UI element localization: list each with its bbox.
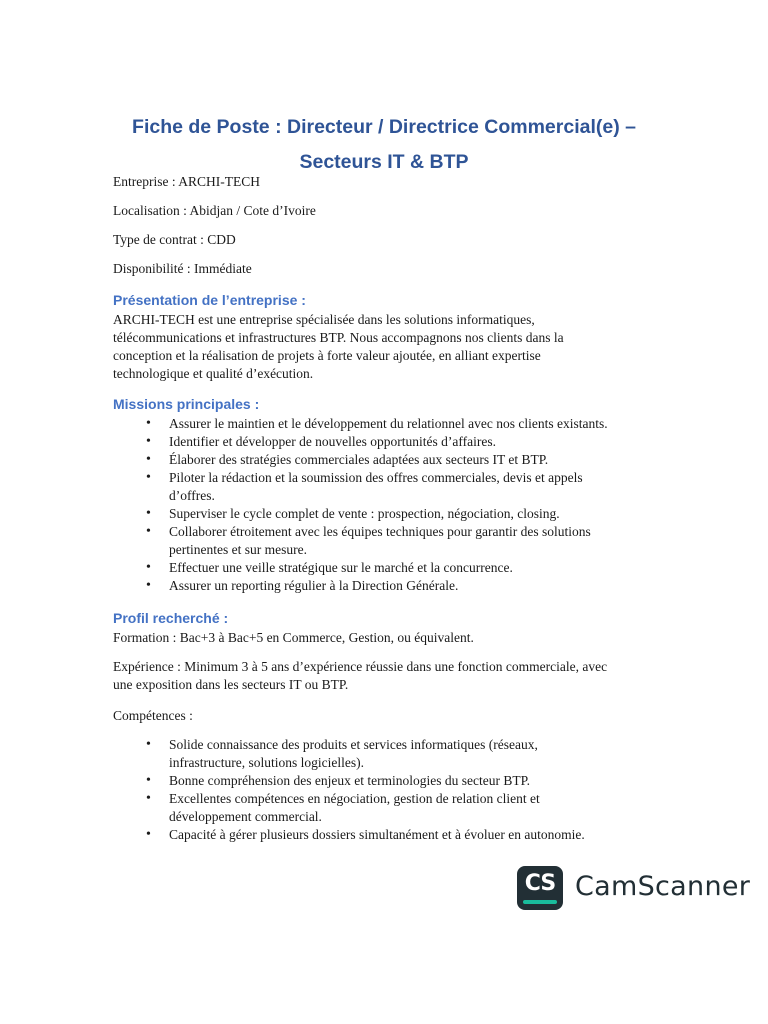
list-item-text: • Assurer un reporting régulier à la Direction Générale. (169, 578, 459, 593)
competences-list (113, 736, 658, 844)
competences-label: Compétences : (113, 708, 193, 723)
list-item-text: • Bonne compréhension des enjeux et terminologies du secteur BTP. (169, 773, 531, 788)
list-item-text: d’offres. (169, 488, 215, 503)
list-item (113, 469, 658, 505)
section-heading-profil: Profil recherché : (113, 610, 229, 626)
list-item-text: pertinentes et sur mesure. (169, 542, 307, 557)
paragraph-line: télécommunications et infrastructures BTP. Nous accompagnons nos clients dans la (113, 330, 564, 345)
list-item-text: • Identifier et développer de nouvelles opportunités d’affaires. (169, 434, 497, 449)
presentation-paragraph (113, 311, 658, 383)
list-item (113, 415, 658, 433)
logo-text: CS (524, 871, 556, 896)
paragraph-line: ARCHI-TECH est une entreprise spécialisée dans les solutions informatiques, (113, 312, 535, 327)
section-heading-presentation: Présentation de l’entreprise : (113, 292, 306, 308)
list-item (113, 790, 658, 826)
paragraph-line: une exposition dans les secteurs IT ou BTP. (113, 677, 349, 692)
list-item (113, 505, 658, 523)
list-item-text: infrastructure, solutions logicielles). (169, 755, 364, 770)
contract-type-field: Type de contrat : CDD (113, 232, 236, 247)
section-heading-missions: Missions principales : (113, 396, 260, 412)
list-item (113, 826, 658, 844)
list-item-text: développement commercial. (169, 809, 322, 824)
formation-field: Formation : Bac+3 à Bac+5 en Commerce, Gestion, ou équivalent. (113, 630, 474, 645)
list-item (113, 577, 658, 595)
list-item-text: • Excellentes compétences en négociation, gestion de relation client et (169, 791, 540, 806)
company-field: Entreprise : ARCHI-TECH (113, 174, 260, 189)
paragraph-line: technologique et qualité d’exécution. (113, 366, 314, 381)
list-item (113, 559, 658, 577)
document-title (100, 110, 668, 180)
missions-list (113, 415, 658, 595)
list-item (113, 736, 658, 772)
list-item (113, 523, 658, 559)
list-item-text: • Piloter la rédaction et la soumission des offres commerciales, devis et appels (169, 470, 583, 485)
list-item (113, 433, 658, 451)
list-item (113, 451, 658, 469)
experience-paragraph (113, 658, 658, 694)
list-item (113, 772, 658, 790)
title-line-1: Fiche de Poste : Directeur / Directrice Commercial(e) – (132, 116, 636, 138)
camscanner-logo-icon (517, 866, 563, 910)
logo-accent-bar (523, 900, 557, 904)
paragraph-line: conception et la réalisation de projets à forte valeur ajoutée, en alliant expertise (113, 348, 541, 363)
title-line-2: Secteurs IT & BTP (299, 151, 469, 173)
list-item-text: • Capacité à gérer plusieurs dossiers simultanément et à évoluer en autonomie. (169, 827, 585, 842)
list-item-text: • Assurer le maintien et le développement du relationnel avec nos clients existants. (169, 416, 608, 431)
list-item-text: • Superviser le cycle complet de vente : prospection, négociation, closing. (169, 506, 560, 521)
list-item-text: • Solide connaissance des produits et services informatiques (réseaux, (169, 737, 538, 752)
camscanner-watermark: CamScanner (575, 871, 751, 902)
availability-field: Disponibilité : Immédiate (113, 261, 252, 276)
list-item-text: • Collaborer étroitement avec les équipes techniques pour garantir des solutions (169, 524, 591, 539)
list-item-text: • Effectuer une veille stratégique sur le marché et la concurrence. (169, 560, 513, 575)
location-field: Localisation : Abidjan / Cote d’Ivoire (113, 203, 316, 218)
paragraph-line: Expérience : Minimum 3 à 5 ans d’expérience réussie dans une fonction commerciale, avec (113, 659, 608, 674)
list-item-text: • Élaborer des stratégies commerciales adaptées aux secteurs IT et BTP. (169, 452, 549, 467)
